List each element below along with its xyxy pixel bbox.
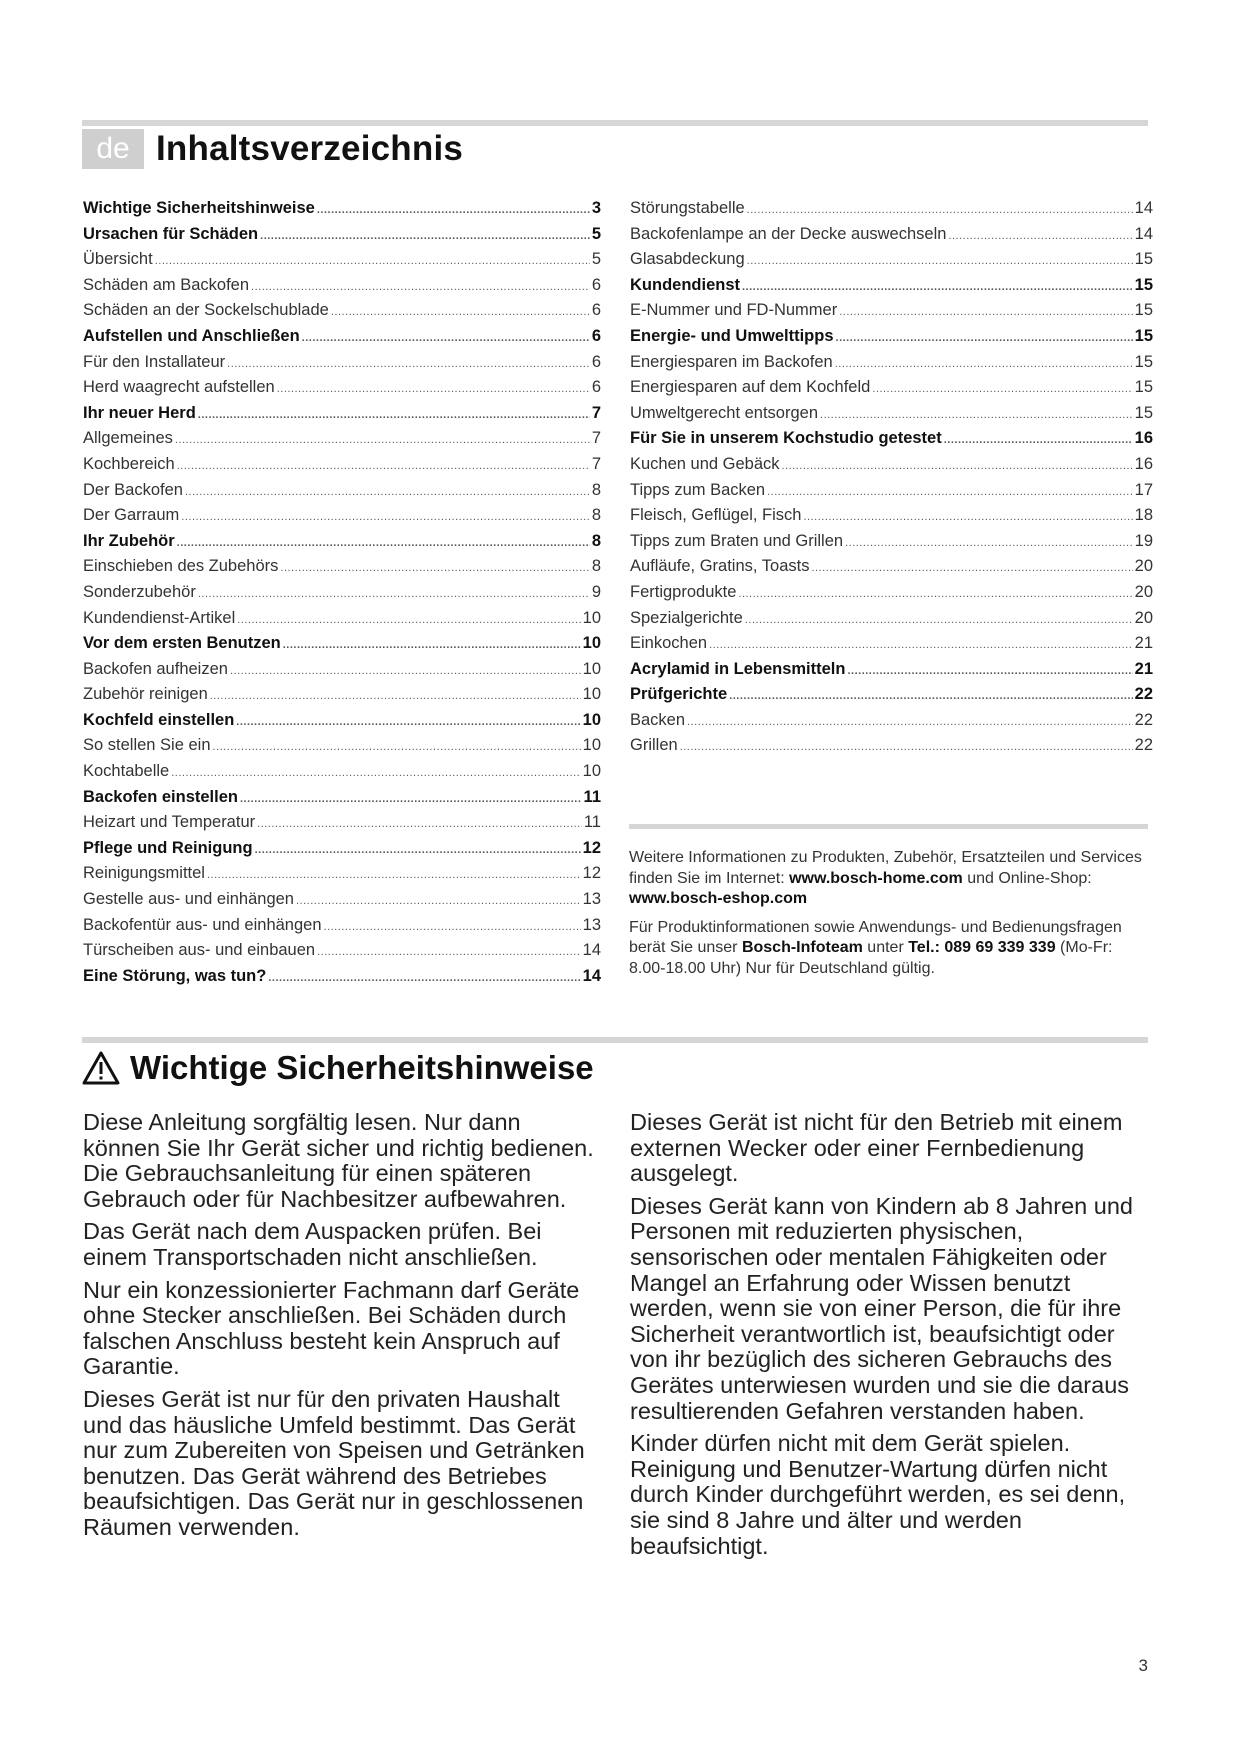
- toc-section-entry[interactable]: [83, 478, 601, 504]
- toc-entry-page: 16: [1134, 454, 1153, 473]
- toc-entry-page: 14: [1134, 224, 1153, 243]
- toc-section-entry[interactable]: [630, 247, 1153, 273]
- safety-paragraph: Kinder dürfen nicht mit dem Gerät spielen. Reinigung und Benutzer-Wartung dürfen nicht durch Kinder durchgeführt werden, es sei denn, sie sind 8 Jahre und älter und werden beaufsichtigt.: [630, 1430, 1126, 1559]
- toc-entry-title: Acrylamid in Lebensmitteln: [630, 659, 846, 678]
- toc-entry-title: Störungstabelle: [630, 199, 745, 217]
- safety-top-rule: [82, 1037, 1148, 1043]
- toc-entry-title: Aufstellen und Anschließen: [83, 326, 300, 345]
- toc-entry-page: 10: [582, 659, 601, 678]
- toc-chapter-entry[interactable]: [630, 273, 1153, 299]
- toc-section-entry[interactable]: [630, 580, 1153, 606]
- toc-section-entry[interactable]: [630, 708, 1153, 734]
- toc-dot-leader: [747, 198, 1133, 224]
- toc-entry-page: 9: [591, 582, 601, 601]
- toc-section-entry[interactable]: [83, 810, 601, 836]
- toc-section-entry[interactable]: [630, 478, 1153, 504]
- toc-dot-leader: [745, 608, 1133, 634]
- toc-dot-leader: [944, 428, 1133, 454]
- toc-section-entry[interactable]: [83, 938, 601, 964]
- info-box-rule: [629, 824, 1148, 829]
- page-number: 3: [1138, 1656, 1148, 1675]
- toc-entry-page: 5: [591, 224, 601, 243]
- toc-entry-title: Allgemeines: [83, 429, 173, 448]
- toc-dot-leader: [255, 838, 581, 864]
- toc-entry-page: 6: [591, 378, 601, 397]
- toc-section-entry[interactable]: [630, 452, 1153, 478]
- toc-top-rule: [82, 120, 1148, 126]
- toc-chapter-entry[interactable]: [83, 401, 601, 427]
- toc-entry-page: 15: [1134, 301, 1153, 320]
- info-text: und Online-Shop:: [962, 869, 1092, 887]
- safety-title: Wichtige Sicherheitshinweise: [130, 1049, 594, 1086]
- warning-triangle-icon: [82, 1051, 120, 1085]
- toc-entry-title: So stellen Sie ein: [83, 736, 211, 755]
- info-text: Weitere Informationen zu Produkten, Zubehör, Ersatzteilen und Services finden Sie im Internet:: [629, 849, 1142, 887]
- toc-entry-title: Vor dem ersten Benutzen: [83, 634, 281, 653]
- toc-dot-leader: [331, 300, 590, 326]
- toc-dot-leader: [230, 659, 581, 685]
- toc-section-entry[interactable]: [83, 733, 601, 759]
- toc-entry-page: 19: [1134, 531, 1153, 550]
- toc-dot-leader: [317, 940, 581, 966]
- toc-dot-leader: [767, 480, 1133, 506]
- hotline-number: Tel.: 089 69 339 339: [908, 939, 1056, 956]
- toc-entry-page: 15: [1134, 352, 1153, 371]
- toc-column-left: [83, 196, 601, 989]
- toc-entry-page: 21: [1134, 659, 1153, 678]
- toc-dot-leader: [709, 633, 1133, 659]
- toc-entry-page: 15: [1134, 326, 1153, 345]
- toc-dot-leader: [260, 224, 590, 250]
- toc-entry-title: Kochbereich: [83, 454, 175, 473]
- toc-dot-leader: [738, 582, 1132, 608]
- toc-entry-page: 11: [583, 813, 601, 832]
- toc-dot-leader: [171, 761, 580, 787]
- toc-section-entry[interactable]: [83, 426, 601, 452]
- toc-entry-title: Energiesparen im Backofen: [630, 352, 833, 371]
- toc-dot-leader: [210, 684, 581, 710]
- toc-entry-title: Kochtabelle: [83, 762, 170, 781]
- toc-dot-leader: [251, 275, 590, 301]
- toc-section-entry[interactable]: [630, 529, 1153, 555]
- toc-section-entry[interactable]: [83, 375, 601, 401]
- toc-title: Inhaltsverzeichnis: [156, 129, 464, 168]
- toc-entry-title: Kochfeld einstellen: [83, 710, 235, 729]
- toc-entry-page: 8: [591, 531, 601, 550]
- toc-section-entry[interactable]: [630, 375, 1153, 401]
- toc-entry-page: 6: [591, 301, 601, 320]
- toc-entry-title: Pflege und Reinigung: [83, 838, 253, 857]
- toc-chapter-entry[interactable]: [83, 529, 601, 555]
- toc-dot-leader: [317, 198, 590, 224]
- toc-entry-title: Der Garraum: [83, 506, 180, 525]
- toc-chapter-entry[interactable]: [83, 196, 601, 222]
- info-text: unter: [862, 939, 909, 956]
- info-web-paragraph: [629, 848, 1149, 910]
- toc-entry-page: 16: [1134, 429, 1153, 448]
- toc-entry-page: 8: [591, 506, 601, 525]
- toc-section-entry[interactable]: [83, 273, 601, 299]
- safety-paragraph: Dieses Gerät ist nicht für den Betrieb mit einem externen Wecker oder einer Fernbedienung ausgelegt.: [630, 1109, 1123, 1187]
- toc-entry-page: 20: [1134, 582, 1153, 601]
- toc-dot-leader: [268, 966, 580, 992]
- toc-entry-page: 6: [591, 352, 601, 371]
- toc-entry-page: 8: [591, 557, 601, 576]
- language-badge: de: [82, 129, 144, 169]
- toc-section-entry[interactable]: [83, 452, 601, 478]
- toc-dot-leader: [181, 505, 590, 531]
- toc-dot-leader: [213, 735, 581, 761]
- toc-dot-leader: [872, 377, 1132, 403]
- toc-entry-title: Zubehör reinigen: [83, 685, 208, 704]
- toc-entry-page: 22: [1134, 736, 1153, 755]
- toc-dot-leader: [155, 249, 590, 275]
- safety-paragraph: Das Gerät nach dem Auspacken prüfen. Bei einem Transportschaden nicht anschließen.: [83, 1218, 542, 1270]
- toc-entry-page: 10: [582, 736, 601, 755]
- toc-entry-title: Übersicht: [83, 250, 153, 269]
- toc-dot-leader: [277, 377, 590, 403]
- toc-dot-leader: [177, 454, 590, 480]
- toc-entry-page: 18: [1134, 506, 1153, 525]
- toc-section-entry[interactable]: [83, 580, 601, 606]
- toc-dot-leader: [835, 352, 1133, 378]
- toc-entry-title: Türscheiben aus- und einbauen: [83, 941, 316, 960]
- toc-entry-title: Schäden an der Sockelschublade: [83, 301, 329, 320]
- toc-section-entry[interactable]: [83, 503, 601, 529]
- toc-entry-title: Tipps zum Backen: [630, 480, 766, 499]
- toc-dot-leader: [227, 352, 590, 378]
- toc-chapter-entry[interactable]: [83, 836, 601, 862]
- toc-entry-page: 7: [591, 454, 601, 473]
- toc-entry-page: 21: [1134, 634, 1153, 653]
- toc-entry-page: 6: [591, 275, 601, 294]
- safety-paragraph: Nur ein konzessionierter Fachmann darf Geräte ohne Stecker anschließen. Bei Schäden durch falschen Anschluss besteht kein Anspruch auf Garantie.: [83, 1276, 580, 1380]
- toc-entry-page: 15: [1134, 378, 1153, 397]
- toc-entry-page: 20: [1134, 608, 1153, 627]
- toc-entry-title: Reinigungsmittel: [83, 864, 205, 883]
- toc-section-entry[interactable]: [630, 350, 1153, 376]
- toc-entry-title: Einkochen: [630, 634, 708, 653]
- toc-section-entry[interactable]: [630, 606, 1153, 632]
- toc-dot-leader: [687, 710, 1133, 736]
- toc-chapter-entry[interactable]: [630, 324, 1153, 350]
- toc-dot-leader: [820, 403, 1133, 429]
- toc-entry-page: 15: [1134, 403, 1153, 422]
- safety-paragraph: Dieses Gerät kann von Kindern ab 8 Jahren und Personen mit reduzierten physischen, sensorischen oder mentalen Fähigkeiten oder Mangel an Erfahrung oder Wissen benutzt werden, wenn sie von einer Person, die für ihre Sicherheit verantwortlich ist, beaufsichtigt oder von ihr bezüglich des sicheren Gebrauchs des Gerätes unterwiesen wurden und sie die daraus resultierenden Gefahren verstanden haben.: [630, 1192, 1133, 1424]
- toc-dot-leader: [742, 275, 1133, 301]
- toc-entry-title: Backofen einstellen: [83, 787, 238, 806]
- toc-entry-title: Eine Störung, was tun?: [83, 966, 267, 985]
- toc-dot-leader: [680, 735, 1133, 761]
- toc-entry-page: 12: [582, 838, 601, 857]
- info-hotline-paragraph: [629, 918, 1149, 980]
- toc-section-entry[interactable]: [83, 247, 601, 273]
- safety-header: [82, 1044, 594, 1092]
- toc-entry-page: 6: [591, 326, 601, 345]
- toc-dot-leader: [836, 326, 1133, 352]
- toc-entry-page: 22: [1134, 685, 1153, 704]
- toc-dot-leader: [240, 787, 582, 813]
- toc-entry-page: 11: [583, 787, 601, 806]
- toc-entry-title: Prüfgerichte: [630, 685, 728, 704]
- toc-dot-leader: [207, 863, 581, 889]
- toc-chapter-entry[interactable]: [630, 682, 1153, 708]
- toc-entry-title: E-Nummer und FD-Nummer: [630, 301, 838, 320]
- toc-entry-title: Backen: [630, 710, 686, 729]
- toc-entry-title: Grillen: [630, 736, 678, 755]
- toc-entry-title: Fleisch, Geflügel, Fisch: [630, 506, 802, 525]
- toc-entry-page: 10: [582, 710, 601, 729]
- toc-dot-leader: [324, 915, 581, 941]
- toc-entry-title: Der Backofen: [83, 480, 183, 499]
- toc-entry-title: Fertigprodukte: [630, 582, 737, 601]
- toc-entry-title: Aufläufe, Gratins, Toasts: [630, 557, 810, 576]
- toc-entry-title: Heizart und Temperatur: [83, 813, 256, 832]
- toc-dot-leader: [296, 889, 581, 915]
- toc-section-entry[interactable]: [630, 733, 1153, 759]
- toc-entry-page: 14: [582, 941, 601, 960]
- toc-section-entry[interactable]: [83, 298, 601, 324]
- toc-section-entry[interactable]: [630, 196, 1153, 222]
- safety-paragraph: Dieses Gerät ist nur für den privaten Haushalt und das häusliche Umfeld bestimmt. Das Gerät nur zum Zubereiten von Speisen und Getränken benutzen. Das Gerät während des Betriebes beaufsichtigen. Das Gerät nur in geschlossenen Räumen verwenden.: [83, 1385, 585, 1540]
- toc-dot-leader: [845, 531, 1133, 557]
- toc-entry-title: Schäden am Backofen: [83, 275, 250, 294]
- toc-entry-title: Backofenlampe an der Decke auswechseln: [630, 224, 947, 243]
- toc-entry-title: Umweltgerecht entsorgen: [630, 403, 819, 422]
- toc-section-entry[interactable]: [630, 298, 1153, 324]
- toc-dot-leader: [847, 659, 1132, 685]
- toc-section-entry[interactable]: [83, 606, 601, 632]
- toc-chapter-entry[interactable]: [630, 426, 1153, 452]
- toc-entry-title: Energie- und Umwelttipps: [630, 326, 834, 345]
- toc-dot-leader: [257, 812, 582, 838]
- toc-section-entry[interactable]: [630, 503, 1153, 529]
- toc-entry-title: Sonderzubehör: [83, 582, 196, 601]
- toc-entry-page: 20: [1134, 557, 1153, 576]
- toc-entry-page: 12: [582, 864, 601, 883]
- safety-column-left: [83, 1110, 603, 1548]
- toc-entry-page: 22: [1134, 710, 1153, 729]
- toc-entry-page: 15: [1134, 250, 1153, 269]
- toc-dot-leader: [280, 556, 589, 582]
- infoteam-name: Bosch-Infoteam: [741, 939, 863, 956]
- toc-dot-leader: [237, 608, 580, 634]
- toc-entry-title: Herd waagrecht aufstellen: [83, 378, 275, 397]
- toc-entry-page: 7: [591, 403, 601, 422]
- toc-dot-leader: [729, 684, 1132, 710]
- eshop-link[interactable]: www.bosch-eshop.com: [629, 890, 808, 907]
- toc-entry-page: 10: [582, 762, 601, 781]
- toc-chapter-entry[interactable]: [83, 964, 601, 990]
- toc-entry-page: 17: [1134, 480, 1153, 499]
- toc-entry-page: 13: [582, 890, 601, 909]
- toc-section-entry[interactable]: [630, 631, 1153, 657]
- toc-section-entry[interactable]: [630, 554, 1153, 580]
- toc-dot-leader: [283, 633, 581, 659]
- toc-entry-page: 10: [582, 634, 601, 653]
- toc-section-entry[interactable]: [83, 913, 601, 939]
- info-text: (Mo-Fr: 8.00-18.00 Uhr) Nur für Deutschland gültig.: [629, 939, 1113, 977]
- toc-entry-title: Ursachen für Schäden: [83, 224, 259, 243]
- toc-dot-leader: [185, 480, 590, 506]
- toc-entry-title: Kundendienst-Artikel: [83, 608, 236, 627]
- toc-header: [82, 129, 463, 169]
- toc-entry-page: 5: [591, 250, 601, 269]
- toc-dot-leader: [198, 403, 590, 429]
- info-box: [629, 848, 1149, 987]
- toc-column-right: [630, 196, 1153, 759]
- toc-section-entry[interactable]: [83, 861, 601, 887]
- toc-dot-leader: [948, 224, 1132, 250]
- toc-entry-page: 15: [1134, 275, 1153, 294]
- toc-entry-title: Für den Installateur: [83, 352, 226, 371]
- website-link[interactable]: www.bosch-home.com: [789, 869, 963, 887]
- toc-chapter-entry[interactable]: [83, 785, 601, 811]
- toc-chapter-entry[interactable]: [83, 222, 601, 248]
- toc-entry-title: Gestelle aus- und einhängen: [83, 890, 294, 909]
- toc-dot-leader: [747, 249, 1133, 275]
- safety-paragraph: Diese Anleitung sorgfältig lesen. Nur dann können Sie Ihr Gerät sicher und richtig bedienen. Die Gebrauchsanleitung für einen späteren Gebrauch oder für Nachbesitzer aufbewahren.: [83, 1109, 594, 1212]
- toc-entry-title: Ihr neuer Herd: [83, 403, 196, 422]
- toc-section-entry[interactable]: [83, 887, 601, 913]
- toc-entry-page: 10: [582, 685, 601, 704]
- toc-entry-title: Backofentür aus- und einhängen: [83, 915, 322, 934]
- toc-entry-title: Backofen aufheizen: [83, 659, 228, 678]
- toc-entry-title: Tipps zum Braten und Grillen: [630, 531, 844, 550]
- toc-section-entry[interactable]: [630, 401, 1153, 427]
- toc-entry-title: Kundendienst: [630, 275, 740, 294]
- toc-chapter-entry[interactable]: [83, 324, 601, 350]
- toc-dot-leader: [302, 326, 590, 352]
- toc-entry-title: Glasabdeckung: [630, 250, 745, 269]
- toc-entry-title: Ihr Zubehör: [83, 531, 175, 550]
- toc-entry-page: 8: [591, 480, 601, 499]
- toc-entry-page: 7: [591, 429, 601, 448]
- toc-section-entry[interactable]: [83, 350, 601, 376]
- toc-entry-title: Spezialgerichte: [630, 608, 743, 627]
- toc-entry-page: 14: [1134, 199, 1153, 217]
- toc-entry-title: Kuchen und Gebäck: [630, 454, 780, 473]
- safety-column-right: [630, 1110, 1150, 1566]
- toc-entry-title: Wichtige Sicherheitshinweise: [83, 199, 315, 217]
- toc-dot-leader: [177, 531, 590, 557]
- toc-chapter-entry[interactable]: [630, 657, 1153, 683]
- toc-chapter-entry[interactable]: [83, 631, 601, 657]
- toc-dot-leader: [803, 505, 1132, 531]
- toc-section-entry[interactable]: [630, 222, 1153, 248]
- toc-section-entry[interactable]: [83, 657, 601, 683]
- toc-dot-leader: [175, 428, 590, 454]
- toc-dot-leader: [782, 454, 1133, 480]
- toc-entry-page: 10: [582, 608, 601, 627]
- toc-dot-leader: [839, 300, 1132, 326]
- toc-section-entry[interactable]: [83, 682, 601, 708]
- toc-section-entry[interactable]: [83, 554, 601, 580]
- toc-entry-page: 3: [591, 199, 601, 217]
- info-text: Für Produktinformationen sowie Anwendungs- und Bedienungsfragen berät Sie unser: [629, 918, 1122, 956]
- toc-section-entry[interactable]: [83, 759, 601, 785]
- toc-entry-page: 14: [582, 966, 601, 985]
- toc-entry-title: Energiesparen auf dem Kochfeld: [630, 378, 871, 397]
- toc-entry-title: Für Sie in unserem Kochstudio getestet: [630, 429, 942, 448]
- toc-dot-leader: [811, 556, 1132, 582]
- toc-entry-title: Einschieben des Zubehörs: [83, 557, 279, 576]
- toc-dot-leader: [198, 582, 590, 608]
- toc-entry-page: 13: [582, 915, 601, 934]
- toc-chapter-entry[interactable]: [83, 708, 601, 734]
- toc-dot-leader: [236, 710, 580, 736]
